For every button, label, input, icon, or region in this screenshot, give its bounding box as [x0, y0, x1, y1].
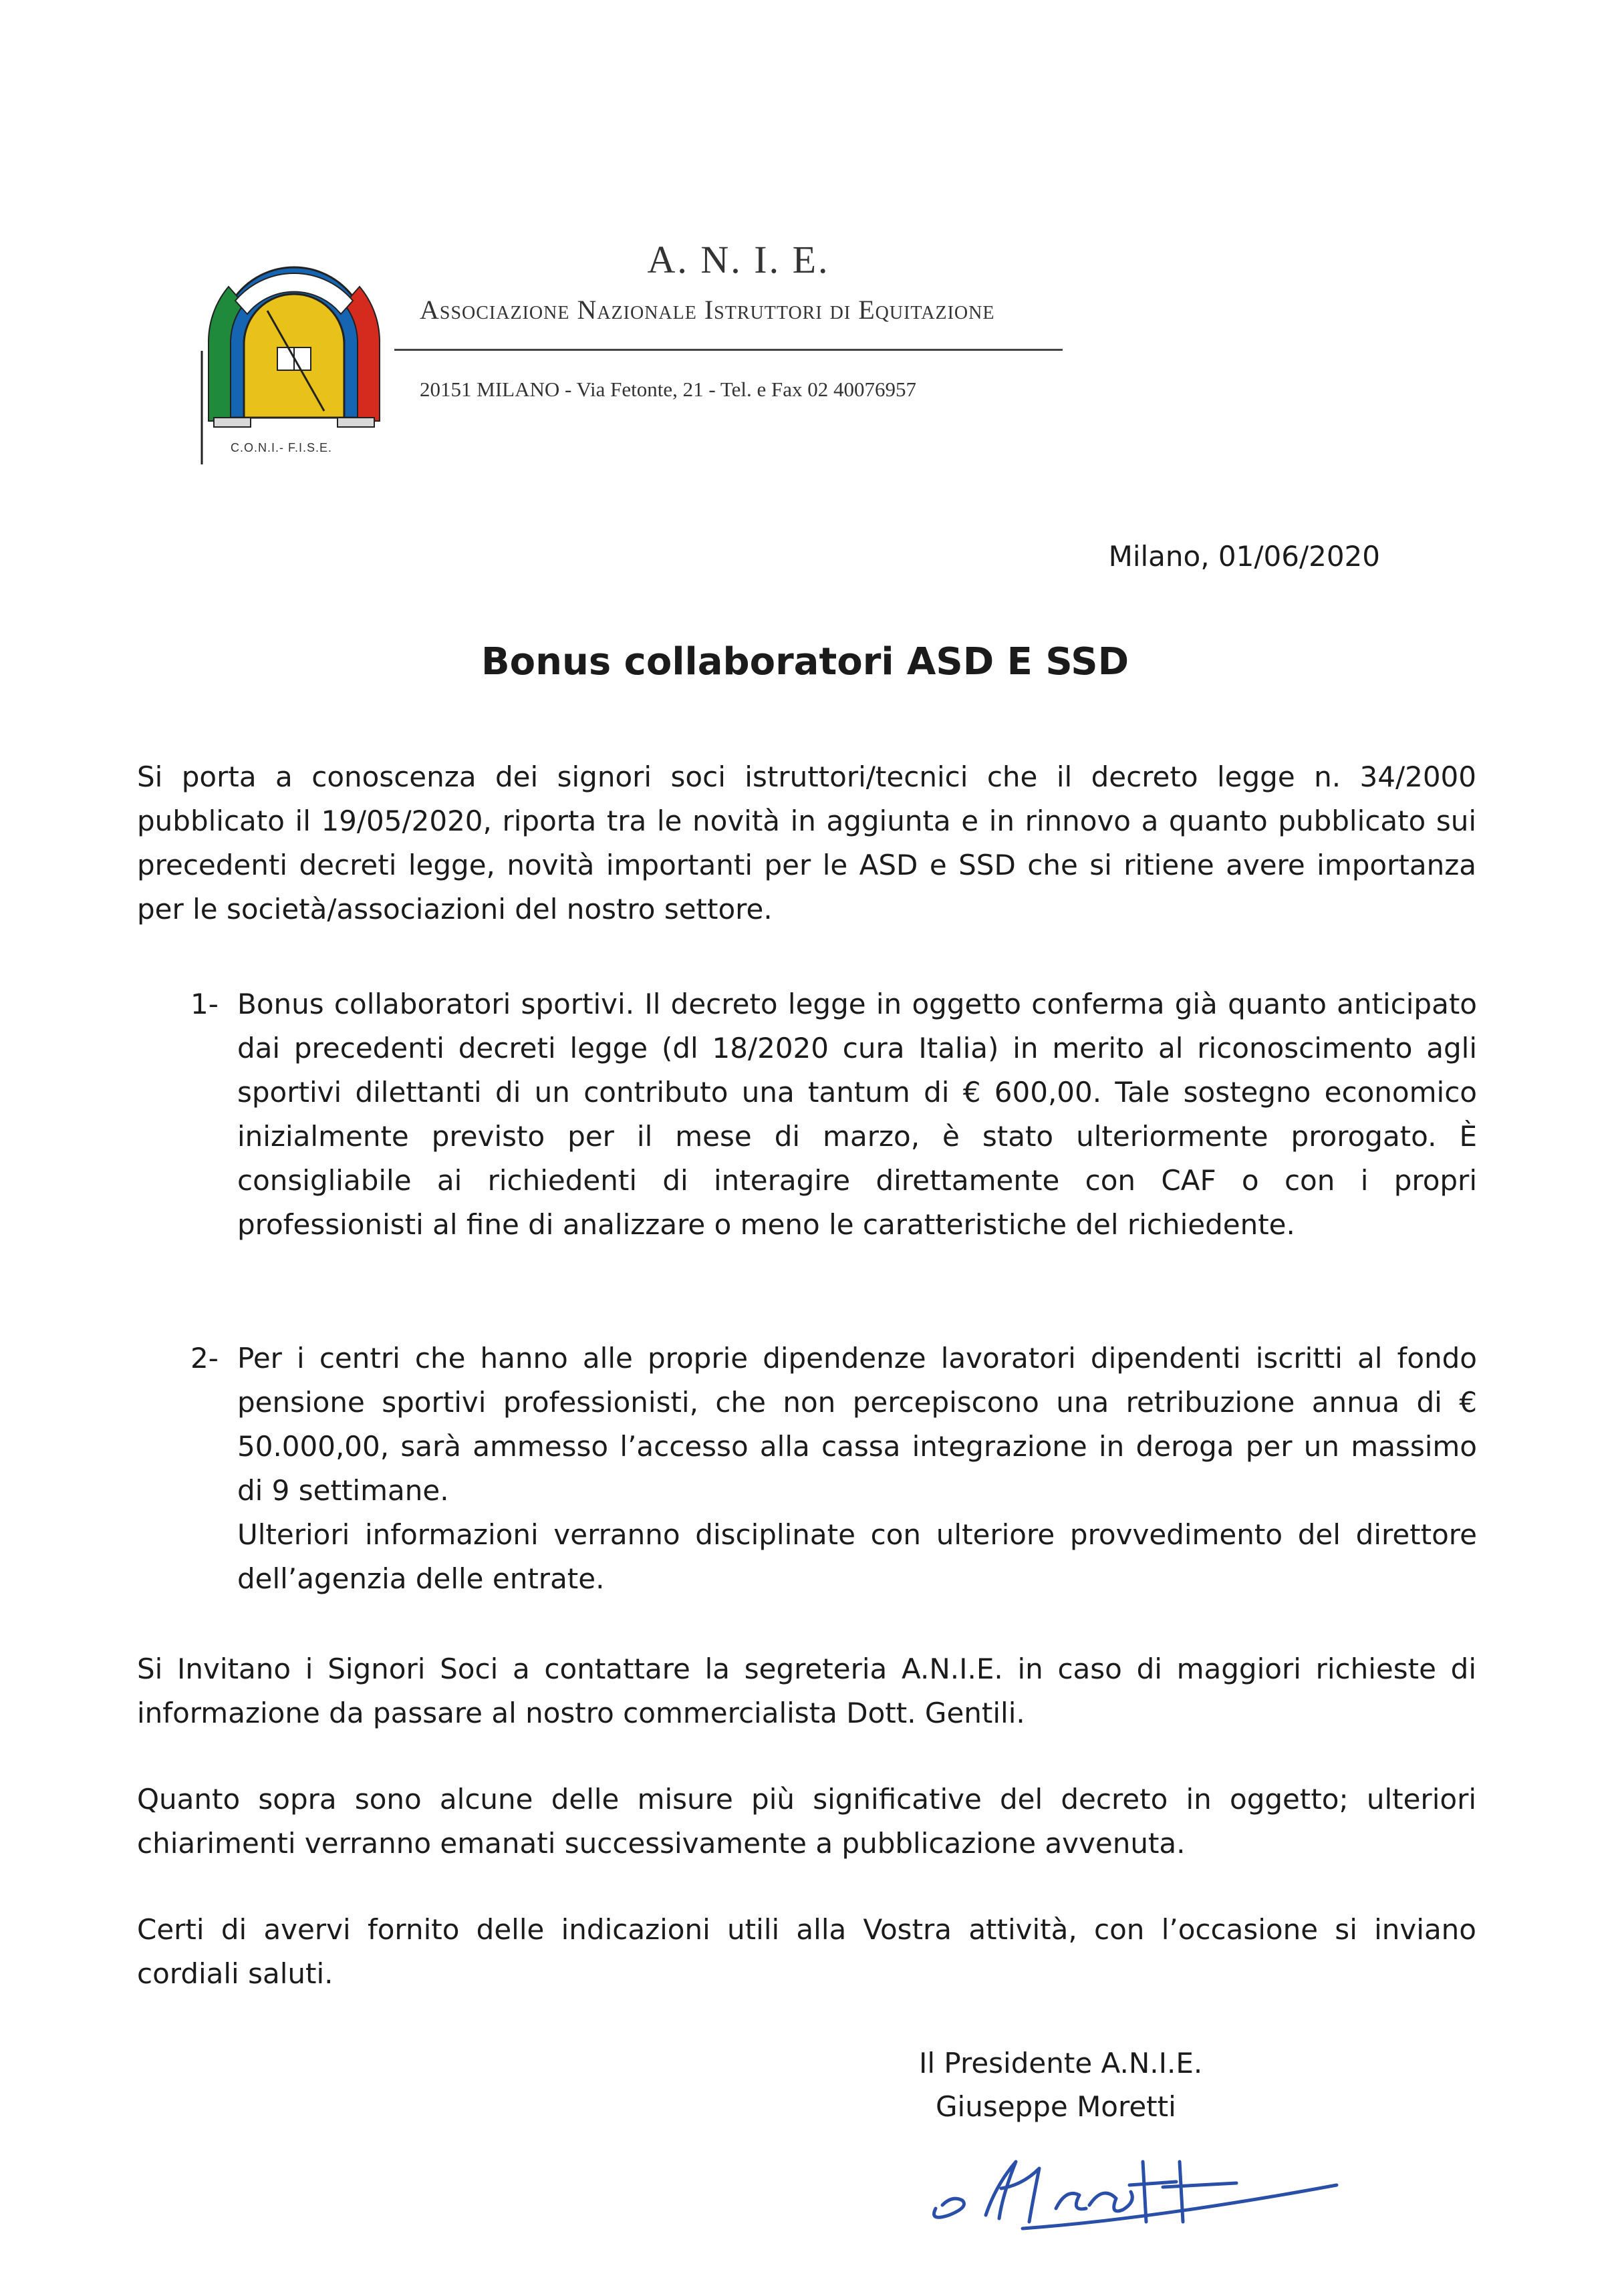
item-note: Ulteriori informazioni verranno disciplinate con ulteriore provvedimento del direttore dell’agenzia delle entrate. — [237, 1518, 1477, 1595]
signatory-role: Il Presidente A.N.I.E. — [919, 2047, 1203, 2079]
federation-label: C.O.N.I.- F.I.S.E. — [231, 441, 333, 454]
signatory-name: Giuseppe Moretti — [936, 2090, 1176, 2123]
item-text — [237, 1336, 1477, 1601]
measures-paragraph: Quanto sopra sono alcune delle misure più significative del decreto in oggetto; ulteriori chiarimenti verranno emanati successivamente a pubblicazione avvenuta. — [137, 1783, 1476, 1860]
signature-scribble-icon — [922, 2122, 1350, 2255]
contact-paragraph: Si Invitano i Signori Soci a contattare la segreteria A.N.I.E. in caso di maggiori richieste di informazione da passare al nostro commercialista Dott. Gentili. — [137, 1653, 1476, 1729]
anie-emblem-icon — [194, 231, 394, 464]
closing-paragraph: Certi di avervi fornito delle indicazioni utili alla Vostra attività, con l’occasione si inviano cordiali saluti. — [137, 1913, 1476, 1990]
org-address: 20151 MILANO - Via Fetonte, 21 - Tel. e Fax 02 40076957 — [420, 378, 917, 401]
handwritten-signature — [922, 2122, 1350, 2255]
letter-date: Milano, 01/06/2020 — [1108, 540, 1380, 573]
item-body: Per i centri che hanno alle proprie dipendenze lavoratori dipendenti iscritti al fondo pensione sportivi professionisti, che non percepiscono una retribuzione annua di € 50.000,00, sarà ammesso l’accesso alla cassa integrazione in deroga per un massimo di 9 settimane. — [237, 1342, 1477, 1507]
item-marker: 1- — [190, 988, 219, 1020]
item-text: Bonus collaboratori sportivi. Il decreto legge in oggetto conferma già quanto anticipato dai precedenti decreti legge (dl 18/2020 cura Italia) in merito al riconoscimento agli sportivi dilettanti di un contributo una tantum di € 600,00. Tale sostegno economico inizialmente previsto per il mese di marzo, è stato ulteriormente prorogato. È consigliabile ai richiedenti di interagire direttamente con CAF o con i propri professionisti al fine di analizzare o meno le caratteristiche del richiedente. — [237, 988, 1477, 1241]
anie-logo — [194, 231, 394, 464]
letterhead-divider — [394, 349, 1063, 351]
item-marker: 2- — [190, 1342, 219, 1375]
intro-paragraph: Si porta a conoscenza dei signori soci istruttori/tecnici che il decreto legge n. 34/2000 pubblicato il 19/05/2020, riporta tra le novità in aggiunta e in rinnovo a quanto pubblicato sui precedenti decreti legge, novità importanti per le ASD e SSD che si ritiene avere importanza per le società/associazioni del nostro settore. — [137, 760, 1476, 925]
letter-title: Bonus collaboratori ASD E SSD — [481, 640, 1129, 684]
org-acronym: A. N. I. E. — [647, 238, 830, 281]
org-full-name: Associazione Nazionale Istruttori di Equitazione — [420, 295, 995, 325]
